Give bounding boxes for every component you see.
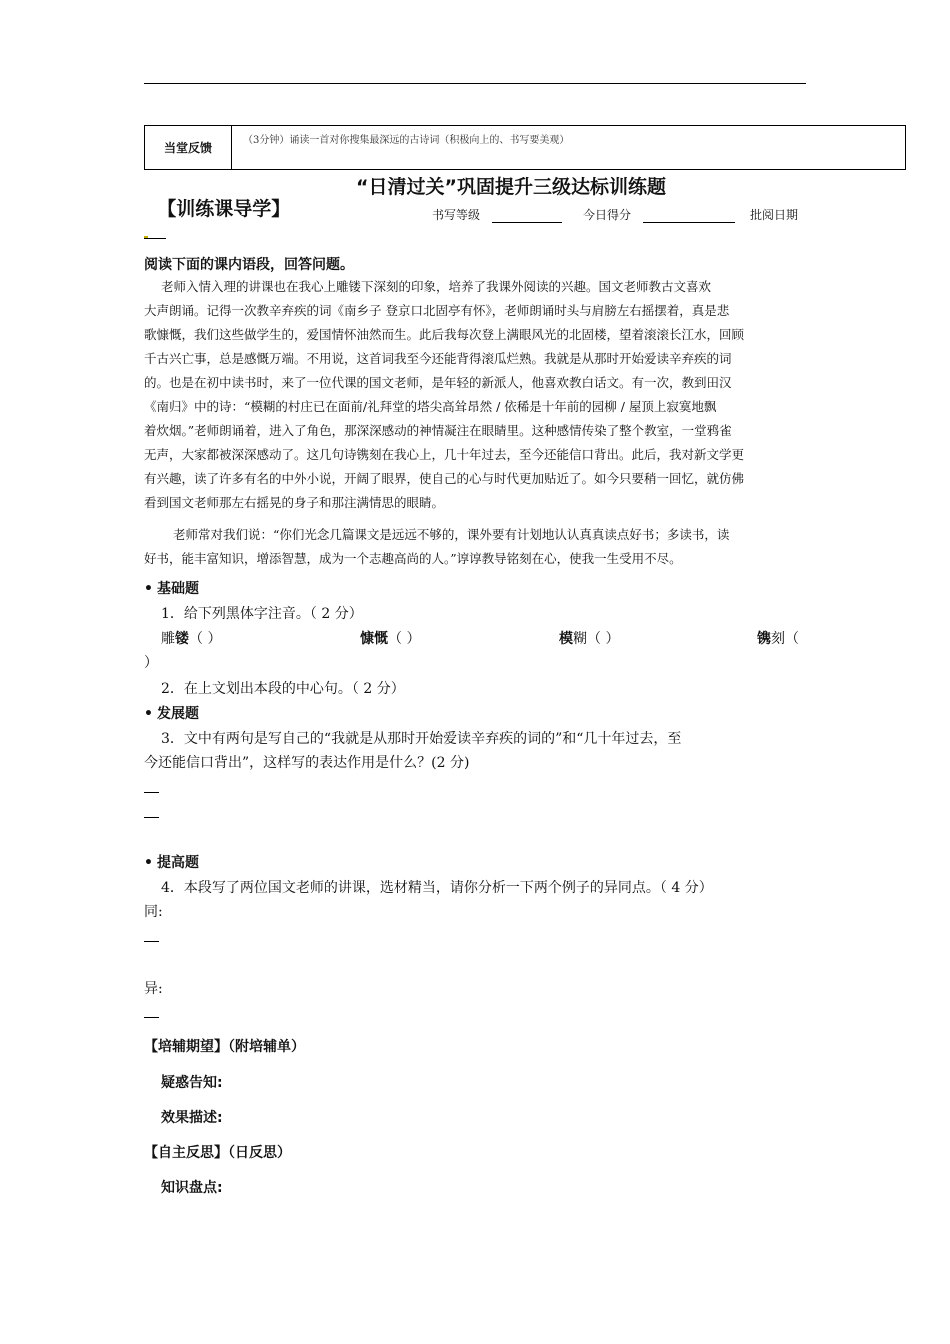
passage-line: 《南归》中的诗：“模糊的村庄已在面前/礼拜堂的塔尖高耸昂然 / 依稀是十年前的园柳 / 屋顶上寂寞地飘 (144, 399, 717, 414)
header-rule (144, 83, 806, 84)
reflect-sub: （日反思） (228, 1145, 291, 1161)
section-develop: • 发展题 (144, 703, 199, 723)
section-basic: • 基础题 (144, 578, 199, 598)
review-date (750, 206, 798, 223)
reading-instruction: 阅读下面的课内语段，回答问题。 (144, 257, 354, 273)
bracket-title: 【训练课导学】 (157, 198, 291, 220)
q1-item-4: 镌刻（ (757, 631, 799, 647)
passage-line: 看到国文老师那左右摇晃的身子和那注满情思的眼睛。 (144, 495, 445, 510)
answer-line[interactable] (144, 792, 159, 793)
reflect-title: 【自主反思】 (144, 1145, 228, 1161)
passage-line: 有兴趣，读了许多有名的中外小说，开阔了眼界，使自己的心与时代更加贴近了。如今只要稍一回忆，就仿佛 (144, 471, 745, 486)
margin-rule (144, 238, 166, 239)
feedback-label: 当堂反馈 (145, 126, 232, 169)
knowledge-label: 知识盘点: (161, 1180, 223, 1196)
question-3-line-2: 今还能信口背出”，这样写的表达作用是什么？(2 分) (144, 755, 470, 771)
feedback-content: （3分钟）诵读一首对你搜集最深远的古诗词（积极向上的、书写要美观） (243, 135, 570, 146)
score-label: 今日得分 (583, 208, 632, 222)
same-label: 同: (144, 904, 163, 920)
passage-line: 着炊烟。”老师朗诵着，进入了角色，那深深感动的神情凝注在眼睛里。这种感情传染了整个教室，一堂鸦雀 (144, 423, 732, 438)
q1-item-3: 模糊（ ） (559, 631, 620, 647)
reflect-heading (144, 1142, 291, 1162)
doubt-label: 疑惑告知: (161, 1075, 223, 1091)
passage-paragraph-2 (144, 523, 729, 571)
review-date-label: 批阅日期 (750, 208, 799, 222)
passage-line: 的。也是在初中读书时，来了一位代课的国文老师，是年轻的新派人，他喜欢教白话文。有一次，教到田汉 (144, 375, 732, 390)
answer-line[interactable] (144, 817, 159, 818)
answer-line[interactable] (144, 941, 159, 942)
diff-label: 异: (144, 981, 163, 997)
passage-paragraph-1 (144, 275, 744, 515)
question-1: 1．给下列黑体字注音。（ 2 分） (161, 606, 363, 622)
passage-line: 大声朗诵。记得一次教辛弃疾的词《南乡子 登京口北固亭有怀》，老师朗诵时头与肩膀左右摇摆着，真是悲 (144, 303, 730, 318)
passage-line: 歌慷慨，我们这些做学生的，爱国情怀油然而生。此后我每次登上满眼风光的北固楼，望着滚滚长江水，回顾 (144, 327, 745, 342)
passage-line: 无声，大家都被深深感动了。这几句诗镌刻在我心上，几十年过去，至今还能信口背出。此后，我对新文学更 (144, 447, 745, 462)
section-advanced: • 提高题 (144, 852, 199, 872)
passage-line: 老师入情入理的讲课也在我心上雕镂下深刻的印象，培养了我课外阅读的兴趣。国文老师教古文喜欢 (161, 279, 712, 294)
feedback-box (144, 125, 906, 170)
score-blank[interactable] (643, 210, 735, 223)
passage-line: 千古兴亡事，总是感慨万端。不用说，这首词我至今还能背得滚瓜烂熟。我就是从那时开始爱读辛弃疾的词 (144, 351, 732, 366)
answer-line[interactable] (144, 1017, 159, 1018)
writing-grade-label: 书写等级 (432, 208, 481, 222)
question-2: 2．在上文划出本段的中心句。（ 2 分） (161, 681, 405, 697)
writing-grade-blank[interactable] (492, 210, 562, 223)
main-title: “日清过关”巩固提升三级达标训练题 (356, 176, 666, 198)
passage-line: 好书，能丰富知识，增添智慧，成为一个志趣高尚的人。”谆谆教导铭刻在心，使我一生受用不尽。 (144, 551, 682, 566)
tutoring-sub: （附培辅单） (228, 1039, 305, 1055)
passage-line: 老师常对我们说：“你们光念几篇课文是远远不够的，课外要有计划地认认真真读点好书；多读书，读 (173, 527, 730, 542)
tutoring-title: 【培辅期望】 (144, 1039, 228, 1055)
question-4: 4．本段写了两位国文老师的讲课，选材精当，请你分析一下两个例子的异同点。（ 4 分） (161, 880, 713, 896)
tutoring-heading (144, 1036, 305, 1056)
writing-grade (432, 206, 562, 223)
effect-label: 效果描述: (161, 1110, 223, 1126)
question-3-line-1: 3．文中有两句是写自己的“我就是从那时开始爱读辛弃疾的词的”和“几十年过去，至 (161, 731, 682, 747)
today-score (583, 206, 735, 223)
q1-wrap: ） (144, 655, 158, 671)
q1-item-2: 慷慨（ ） (360, 631, 421, 647)
q1-item-1: 雕镂（ ） (161, 631, 222, 647)
